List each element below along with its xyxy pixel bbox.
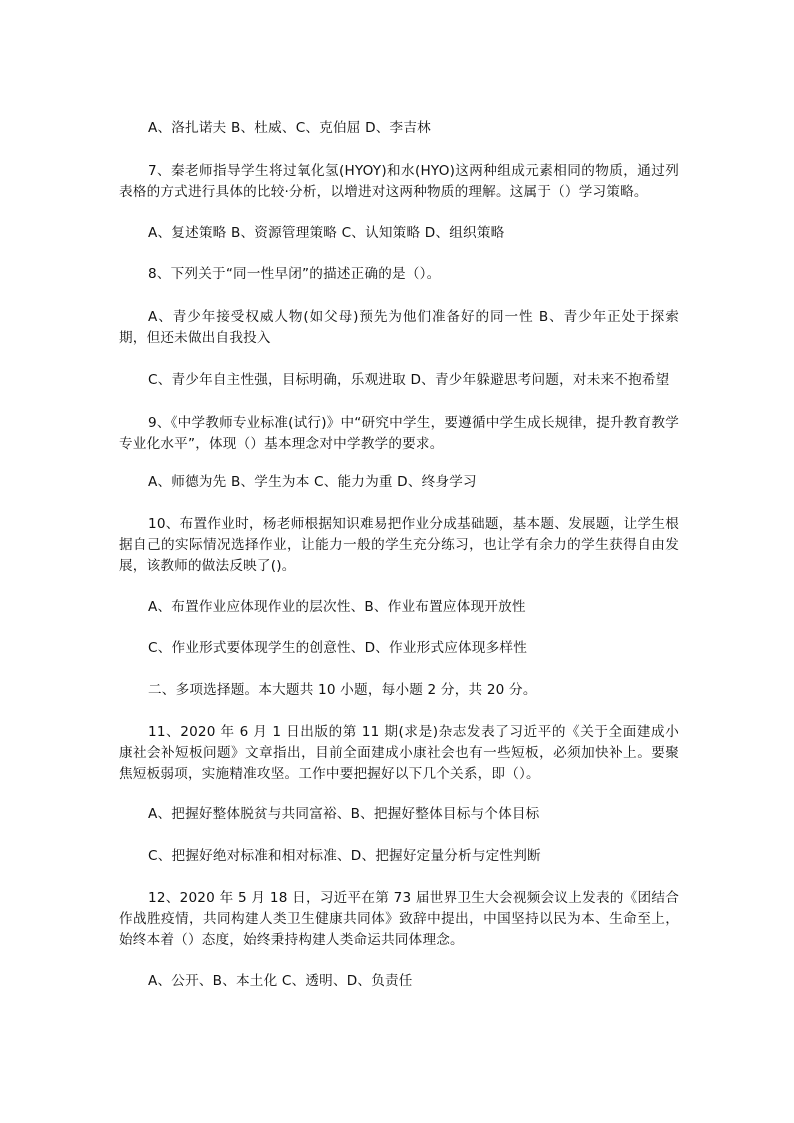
answer-options-q12: A、公开、B、本土化 C、透明、D、负责任 bbox=[148, 973, 413, 989]
answer-options-q11-cd: C、把握好绝对标准和相对标准、D、把握好定量分析与定性判断 bbox=[148, 848, 541, 864]
answer-options-q11-ab: A、把握好整体脱贫与共同富裕、B、把握好整体目标与个体目标 bbox=[148, 806, 540, 822]
answer-options-q8-ab: A、青少年接受权威人物(如父母)预先为他们准备好的同一性 B、青少年正处于探索期，但还未做出自我投入 bbox=[119, 309, 679, 346]
question-7: 7、秦老师指导学生将过氧化氢(HYOY)和水(HYO)这两种组成元素相同的物质，通过列表格的方式进行具体的比较·分析，以增进对这两种物质的理解。这属于（）学习策略。 bbox=[119, 163, 679, 200]
question-11: 11、2020 年 6 月 1 日出版的第 11 期(求是)杂志发表了习近平的《关于全面建成小康社会补短板问题》文章指出，目前全面建成小康社会也有一些短板，必须加快补上。要聚焦短板弱项，实施精准攻坚。工作中要把握好以下几个关系，即（）。 bbox=[119, 724, 679, 782]
answer-options-q6: A、洛扎诺夫 B、杜威、C、克伯屈 D、李吉林 bbox=[148, 120, 431, 136]
answer-options-q8-cd: C、青少年自主性强，目标明确，乐观进取 D、青少年躲避思考问题，对未来不抱希望 bbox=[148, 372, 670, 388]
answer-options-q10-ab: A、布置作业应体现作业的层次性、B、作业布置应体现开放性 bbox=[148, 599, 526, 615]
question-10: 10、布置作业时，杨老师根据知识难易把作业分成基础题，基本题、发展题，让学生根据自己的实际情况选择作业，让能力一般的学生充分练习，也让学有余力的学生获得自由发展，该教师的做法反映了()。 bbox=[119, 516, 679, 574]
answer-options-q9: A、师德为先 B、学生为本 C、能力为重 D、终身学习 bbox=[148, 474, 477, 490]
answer-options-q10-cd: C、作业形式要体现学生的创意性、D、作业形式应体现多样性 bbox=[148, 640, 527, 656]
question-12: 12、2020 年 5 月 18 日，习近平在第 73 届世界卫生大会视频会议上发表的《团结合作战胜疫情，共同构建人类卫生健康共同体》致辞中提出，中国坚持以民为本、生命至上，始终本着（）态度，始终秉持构建人类命运共同体理念。 bbox=[119, 890, 679, 948]
section-heading-multiple-choice: 二、多项选择题。本大题共 10 小题，每小题 2 分，共 20 分。 bbox=[148, 682, 537, 698]
question-8: 8、下列关于“同一性早闭”的描述正确的是（）。 bbox=[148, 266, 441, 282]
answer-options-q7: A、复述策略 B、资源管理策略 C、认知策略 D、组织策略 bbox=[148, 225, 505, 241]
question-9: 9、《中学教师专业标准(试行)》中“研究中学生，要遵循中学生成长规律，提升教育教学专业化水平”，体现（）基本理念对中学教学的要求。 bbox=[119, 415, 679, 452]
